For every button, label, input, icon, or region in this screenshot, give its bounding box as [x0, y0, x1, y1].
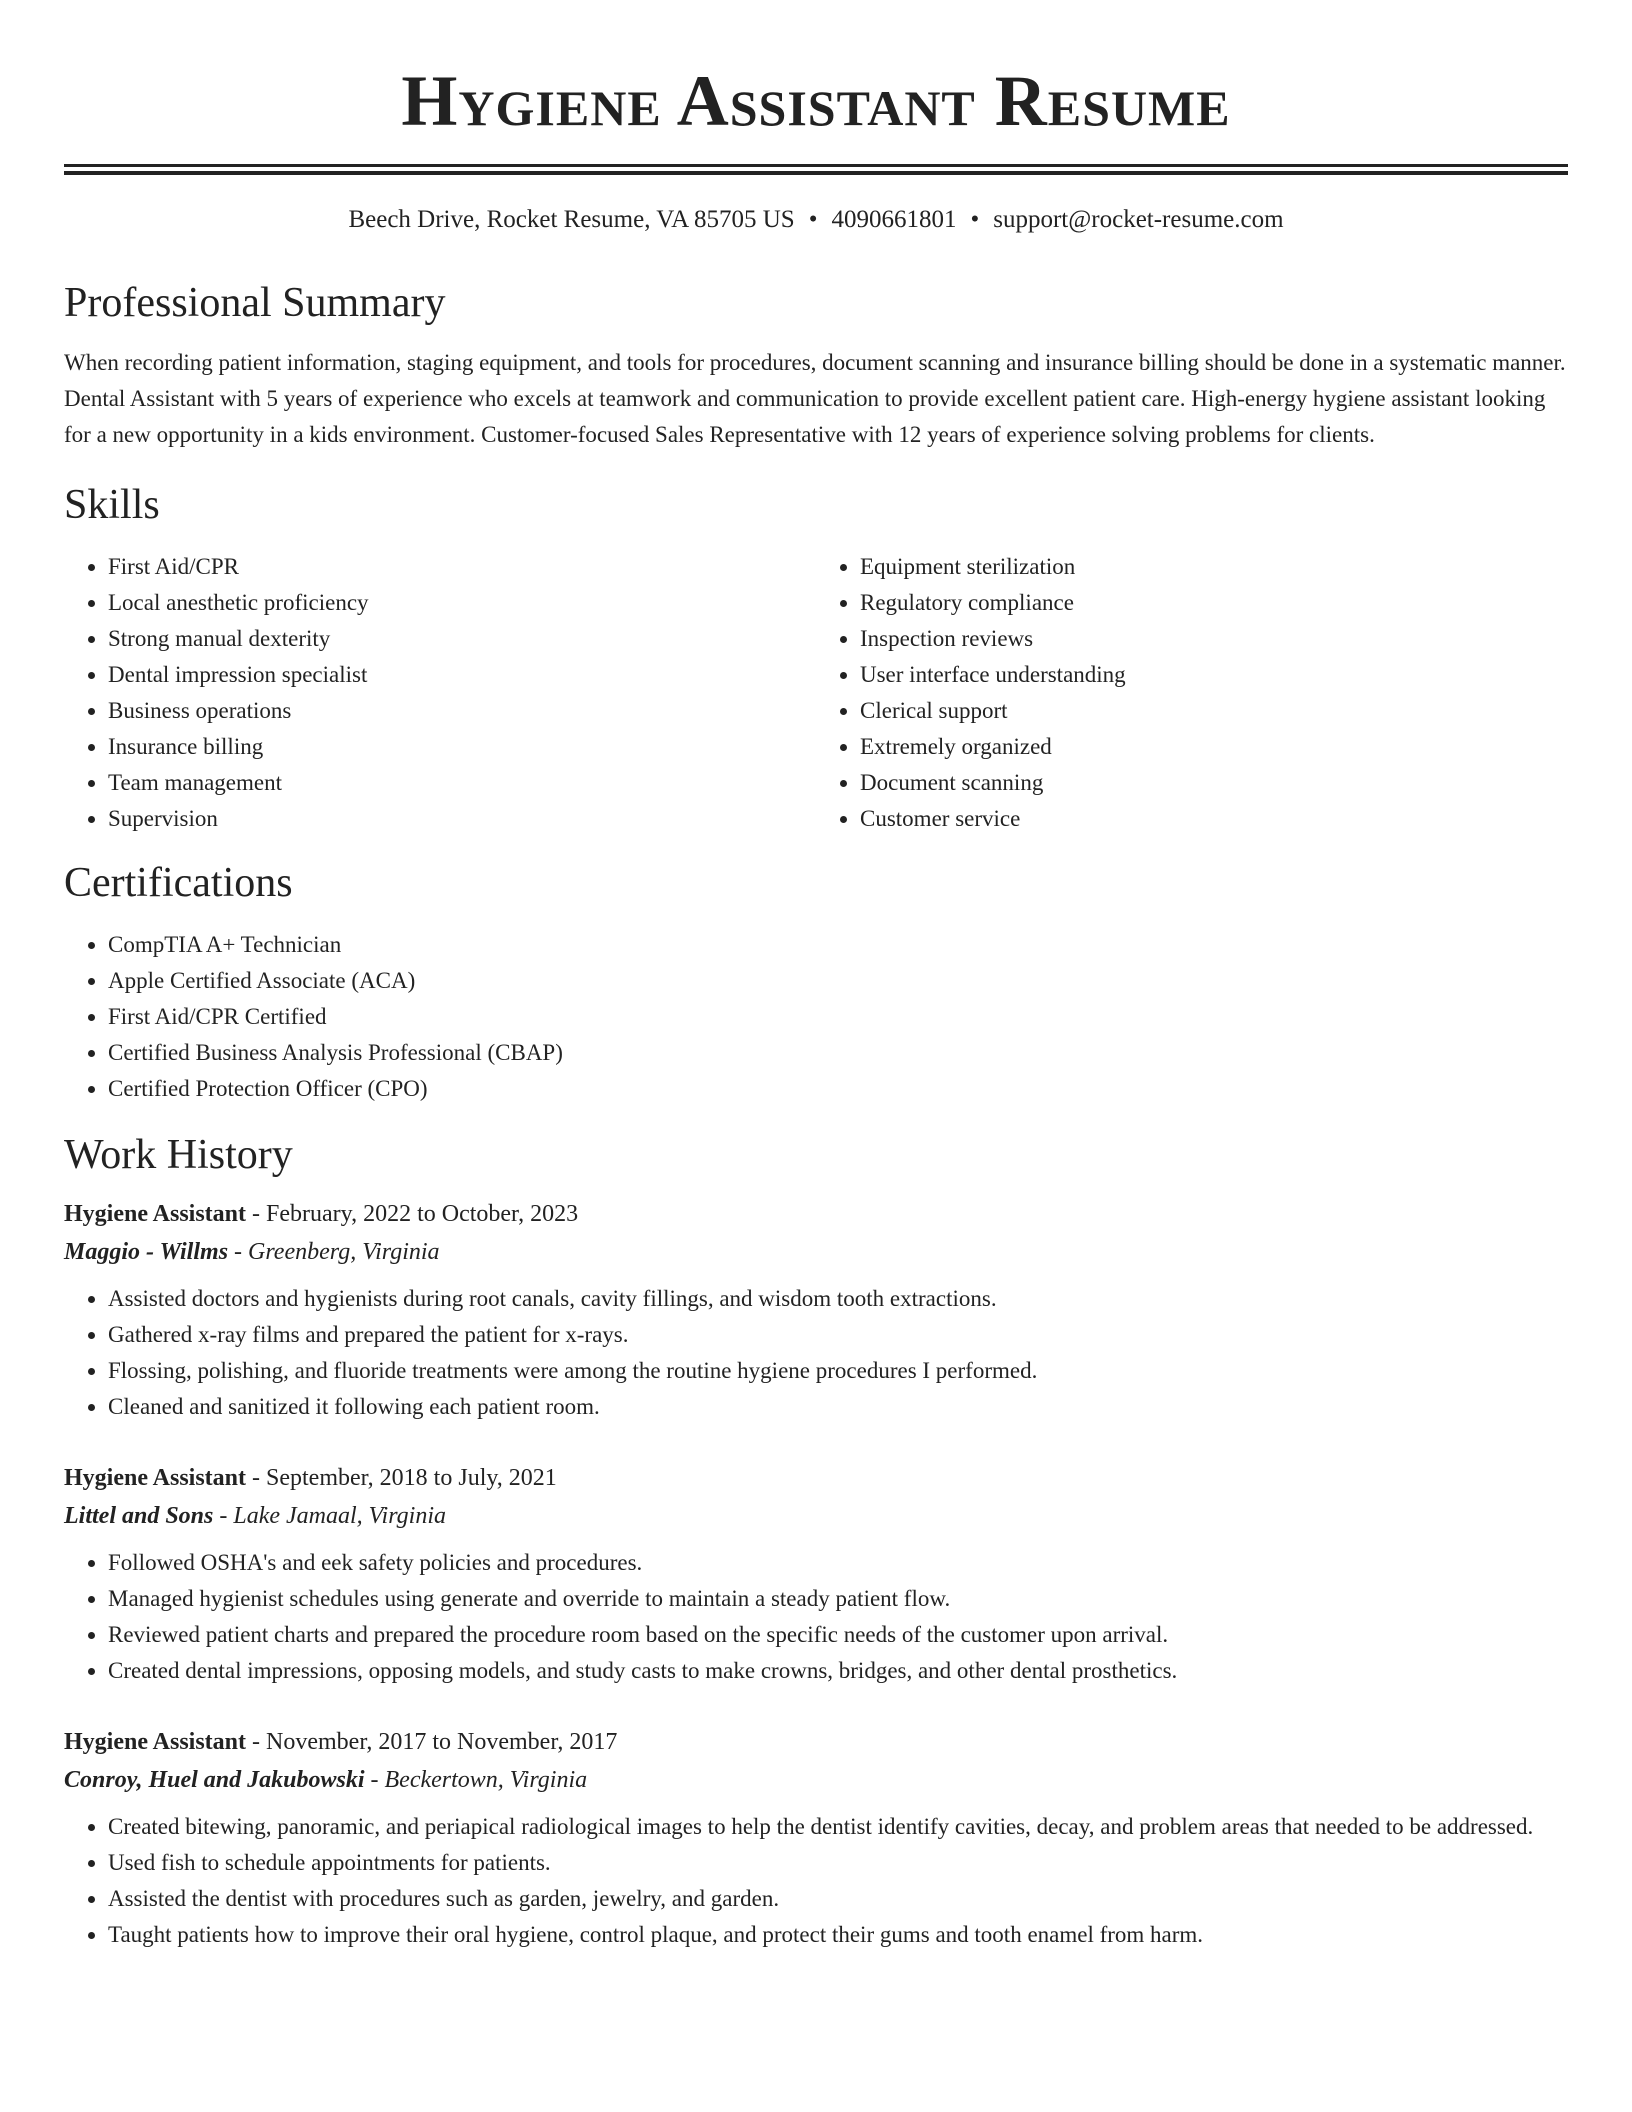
summary-text: When recording patient information, staging equipment, and tools for procedures, document scanning and insurance billing should be done in a systematic manner. Dental Assistant with 5 years of experience who excels at teamwork and communication to provide excellent patient care. High-energy hygiene assistant looking for a new opportunity in a kids environment. Customer-focused Sales Representative with 12 years of experience solving problems for clients.: [64, 350, 1566, 447]
title-divider: [64, 164, 1568, 175]
skill-item: • Dental impression specialist: [108, 657, 816, 693]
job-duty: • Followed OSHA's and eek safety policies and procedures.: [108, 1545, 1568, 1581]
contact-line: [64, 203, 1568, 237]
job-title-line: [64, 1459, 1568, 1497]
job-duty: • Cleaned and sanitized it following each patient room.: [108, 1389, 1568, 1425]
job-duties-list: [64, 1545, 1568, 1689]
certification-item: • Apple Certified Associate (ACA): [108, 963, 1568, 999]
job-duty: • Assisted the dentist with procedures such as garden, jewelry, and garden.: [108, 1881, 1568, 1917]
contact-separator: •: [808, 206, 818, 233]
employer-name: Conroy, Huel and Jakubowski: [64, 1767, 365, 1793]
job-entry: [64, 1459, 1568, 1689]
employer-name: Littel and Sons: [64, 1503, 214, 1529]
employer-location: - Beckertown, Virginia: [364, 1767, 588, 1793]
skill-item: • Clerical support: [860, 693, 1568, 729]
job-title-line: [64, 1723, 1568, 1761]
contact-separator: •: [970, 206, 980, 233]
employer-location: - Lake Jamaal, Virginia: [213, 1503, 447, 1529]
skill-item: • First Aid/CPR: [108, 549, 816, 585]
skill-item: • Insurance billing: [108, 729, 816, 765]
job-duty: • Gathered x-ray films and prepared the patient for x-rays.: [108, 1317, 1568, 1353]
contact-address: Beech Drive, Rocket Resume, VA 85705 US: [348, 206, 795, 233]
job-duty: • Assisted doctors and hygienists during root canals, cavity fillings, and wisdom tooth extractions.: [108, 1281, 1568, 1317]
skill-item: • Extremely organized: [860, 729, 1568, 765]
skills-list-left: [64, 549, 816, 837]
contact-email[interactable]: support@rocket-resume.com: [993, 206, 1284, 233]
job-duty: • Created bitewing, panoramic, and periapical radiological images to help the dentist identify cavities, decay, and problem areas that needed to be addressed.: [108, 1809, 1568, 1845]
employer-name: Maggio - Willms: [64, 1239, 229, 1265]
certifications-list: [64, 927, 1568, 1107]
skill-item: • Team management: [108, 765, 816, 801]
job-title-line: [64, 1195, 1568, 1233]
job-dates: - November, 2017 to November, 2017: [246, 1729, 618, 1755]
resume-title: Hygiene Assistant Resume: [401, 61, 1231, 141]
job-dates: - February, 2022 to October, 2023: [246, 1201, 579, 1227]
skill-item: • Inspection reviews: [860, 621, 1568, 657]
summary-heading: Professional Summary: [64, 280, 446, 326]
certification-item: • Certified Protection Officer (CPO): [108, 1071, 1568, 1107]
job-duties-list: [64, 1281, 1568, 1425]
certification-item: • Certified Business Analysis Professional (CBAP): [108, 1035, 1568, 1071]
skill-item: • Strong manual dexterity: [108, 621, 816, 657]
job-duty: • Created dental impressions, opposing models, and study casts to make crowns, bridges, and other dental prosthetics.: [108, 1653, 1568, 1689]
job-duty: • Managed hygienist schedules using generate and override to maintain a steady patient flow.: [108, 1581, 1568, 1617]
job-title: Hygiene Assistant: [64, 1201, 247, 1227]
certifications-heading: Certifications: [64, 860, 293, 906]
skill-item: • Customer service: [860, 801, 1568, 837]
work-history-heading: Work History: [64, 1132, 293, 1178]
skill-item: • Regulatory compliance: [860, 585, 1568, 621]
certification-item: • CompTIA A+ Technician: [108, 927, 1568, 963]
employer-location: - Greenberg, Virginia: [228, 1239, 440, 1265]
job-title: Hygiene Assistant: [64, 1729, 247, 1755]
skills-heading: Skills: [64, 482, 160, 528]
skills-list-right: [816, 549, 1568, 837]
employer-line: [64, 1761, 1568, 1799]
job-entry: [64, 1195, 1568, 1425]
job-entry: [64, 1723, 1568, 1953]
job-duty: • Flossing, polishing, and fluoride treatments were among the routine hygiene procedures I performed.: [108, 1353, 1568, 1389]
employer-line: [64, 1233, 1568, 1271]
skill-item: • User interface understanding: [860, 657, 1568, 693]
job-title: Hygiene Assistant: [64, 1465, 247, 1491]
contact-phone: 4090661801: [831, 206, 957, 233]
job-duties-list: [64, 1809, 1568, 1953]
employer-line: [64, 1497, 1568, 1535]
job-duty: • Used fish to schedule appointments for patients.: [108, 1845, 1568, 1881]
certification-item: • First Aid/CPR Certified: [108, 999, 1568, 1035]
skill-item: • Equipment sterilization: [860, 549, 1568, 585]
skills-columns: [64, 549, 1568, 837]
skill-item: • Business operations: [108, 693, 816, 729]
job-duty: • Taught patients how to improve their oral hygiene, control plaque, and protect their gums and tooth enamel from harm.: [108, 1917, 1568, 1953]
job-duty: • Reviewed patient charts and prepared the procedure room based on the specific needs of the customer upon arrival.: [108, 1617, 1568, 1653]
skill-item: • Local anesthetic proficiency: [108, 585, 816, 621]
job-dates: - September, 2018 to July, 2021: [246, 1465, 557, 1491]
skill-item: • Supervision: [108, 801, 816, 837]
skill-item: • Document scanning: [860, 765, 1568, 801]
